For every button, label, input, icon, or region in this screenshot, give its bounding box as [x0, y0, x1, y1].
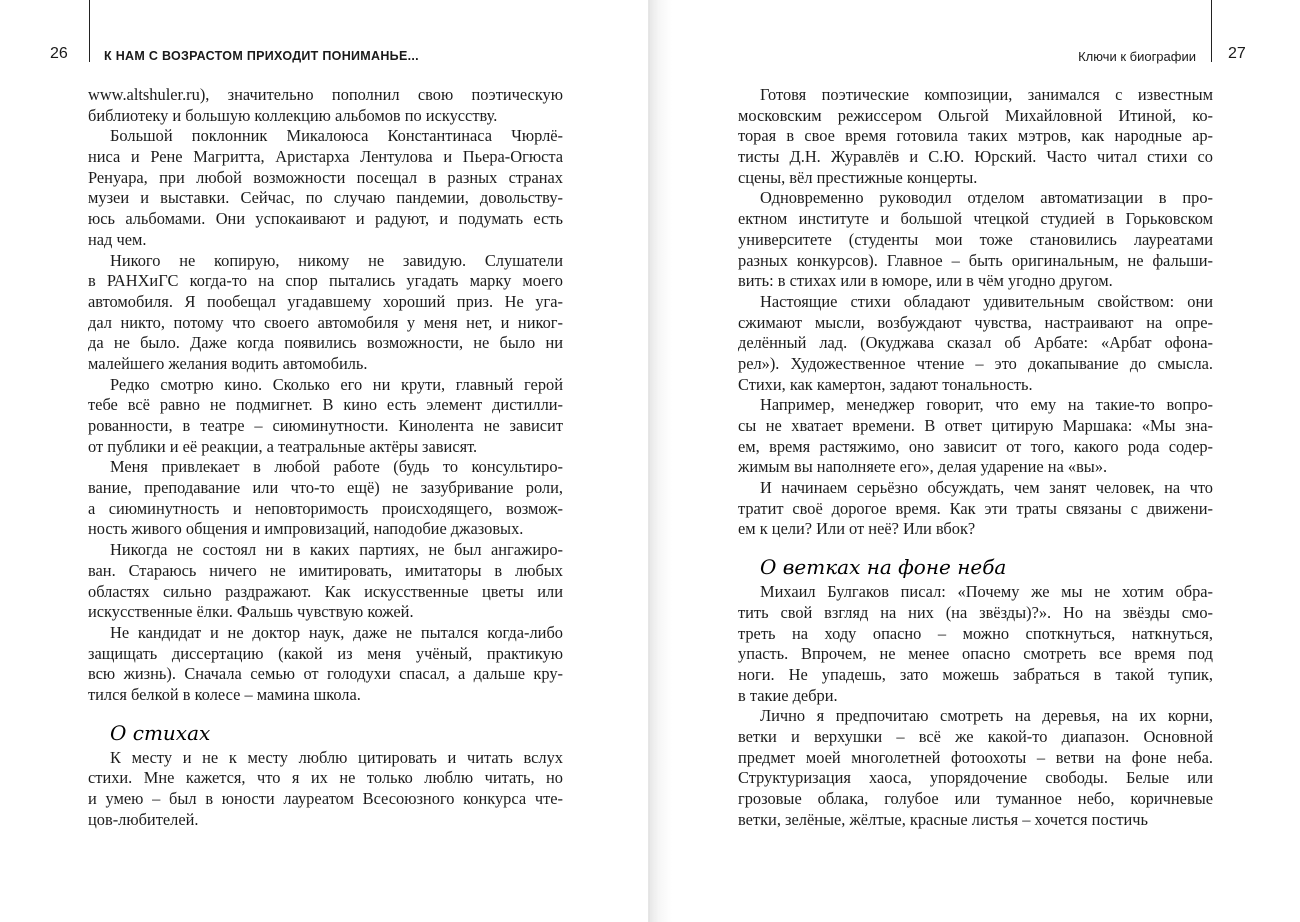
text-line: ектном институте и большой чтецкой студией в Горьковском — [738, 209, 1213, 229]
text-line: ветки и верхушки – всё же какой-то диапазон. Основной — [738, 726, 1213, 746]
text-line: Например, менеджер говорит, что ему на такие-то вопро- — [760, 395, 1213, 415]
text-line: тратит своё дорогое время. Как эти траты связаны с движени- — [738, 498, 1213, 518]
text-line: Ренуара, при любой возможности посещал в разных странах — [88, 167, 563, 187]
text-line: жимым вы наполняете его», делая ударение на «вы». — [738, 457, 1108, 477]
text-line: тился белкой в колесе – мамина школа. — [88, 684, 361, 704]
text-line: библиотеку и большую коллекцию альбомов по искусству. — [88, 105, 498, 125]
text-line: рел»). Художественное чтение – это докапывание до смысла. — [738, 353, 1213, 373]
text-line: тисты Д.Н. Журавлёв и С.Ю. Юрский. Часто читал стихи со — [738, 147, 1213, 167]
text-line: от публики и её реакции, а театральные актёры зависят. — [88, 436, 478, 456]
text-line: Никогда не состоял ни в каких партиях, не был ангажиро- — [110, 540, 563, 560]
body-text — [88, 748, 563, 831]
text-line: над чем. — [88, 229, 147, 249]
text-line: в такие дебри. — [738, 685, 838, 705]
text-line: малейшего желания водить автомобиль. — [88, 353, 368, 373]
text-line: областях сильно раздражают. Как искусственные цветы или — [88, 581, 563, 601]
text-line: Михаил Булгаков писал: «Почему же мы не хотим обра- — [760, 582, 1213, 602]
header-rule — [1211, 0, 1212, 62]
page-number: 26 — [50, 45, 68, 62]
text-line: вить: в стихах или в юморе, или в чём угодно другом. — [738, 271, 1113, 291]
text-line: Большой поклонник Микалоюса Константинаса Чюрлё- — [110, 126, 563, 146]
text-line: искусственные ёлки. Фальшь чувствую кожей. — [88, 602, 414, 622]
text-line: Структуризация хаоса, упорядочение свободы. Белые или — [738, 768, 1213, 788]
text-line: сцены, вёл престижные концерты. — [738, 167, 978, 187]
text-line: рованности, в театре – сиюминутности. Кинолента не зависит — [88, 416, 563, 435]
text-line: московским режиссером Ольгой Михайловной Итиной, ко- — [738, 105, 1213, 125]
text-line: стихи. Мне кажется, что я их не только люблю читать, но — [88, 768, 563, 788]
text-line: тебе всё равно не подмигнет. В кино есть элемент дистилли- — [88, 395, 563, 415]
text-line: цов-любителей. — [88, 809, 199, 829]
text-line: ветки, зелёные, жёлтые, красные листья – хочется постичь — [738, 809, 1148, 829]
text-line: в РАНХиГС когда-то на спор пытались угадать марку моего — [88, 271, 563, 291]
gutter-shadow — [648, 0, 672, 922]
text-line: тить свой взгляд на них (на звёзды)?». Но на звёзды смо- — [738, 602, 1213, 622]
running-head: Ключи к биографии — [1078, 49, 1196, 64]
text-line: И начинаем серьёзно обсуждать, чем занят человек, на что — [760, 478, 1213, 498]
text-line: защищать диссертацию (какой из меня учёный, практикую — [88, 643, 563, 663]
text-line: делённый лад. (Окуджава сказал об Арбате: «Арбат офона- — [738, 333, 1213, 353]
text-line: торая в свое время готовила таких мэтров, как народные ар- — [738, 126, 1213, 146]
text-line: вание, преподавание или что-то ещё) не зазубривание роли, — [88, 478, 563, 498]
text-column — [88, 85, 563, 830]
text-line: ноги. Не упадешь, зато можешь забраться в такой тупик, — [738, 664, 1213, 684]
body-text — [738, 582, 1213, 830]
text-column — [738, 85, 1213, 830]
text-line: ван. Стараюсь ничего не имитировать, имитаторы в любых — [88, 560, 563, 580]
running-head: К НАМ С ВОЗРАСТОМ ПРИХОДИТ ПОНИМАНЬЕ... — [104, 49, 419, 63]
text-line: а сиюминутность и неповторимость происходящего, возмож- — [88, 498, 563, 518]
header-rule — [89, 0, 90, 62]
text-line: предмет моей многолетней фотоохоты – ветви на фоне неба. — [738, 747, 1213, 767]
page-number: 27 — [1228, 45, 1246, 62]
text-line: Никого не копирую, никому не завидую. Слушатели — [110, 250, 563, 270]
text-line: ниса и Рене Магритта, Аристарха Лентулова и Пьера-Огюста — [88, 147, 563, 167]
text-line: сы не хватает времени. В ответ цитирую Маршака: «Мы зна- — [738, 416, 1213, 435]
text-line: Настоящие стихи обладают удивительным свойством: они — [760, 291, 1213, 311]
text-line: дал никто, потому что своего автомобиля у меня нет, и никог- — [88, 312, 563, 332]
text-line: да не было. Даже когда появились возможности, не было ни — [88, 333, 563, 353]
text-line: Одновременно руководил отделом автоматизации в про- — [760, 188, 1213, 208]
text-line: всю жизнь). Сначала семью от голодухи спасал, а дальше кру- — [88, 664, 563, 684]
text-line: разных конкурсов). Главное – быть оригинальным, не фальши- — [738, 250, 1213, 270]
body-text — [738, 85, 1213, 540]
text-line: К месту и не к месту люблю цитировать и читать вслух — [110, 747, 563, 767]
section-heading: О стихах — [110, 720, 211, 745]
text-line: Не кандидат и не доктор наук, даже не пытался когда-либо — [110, 622, 563, 642]
gutter-line — [649, 0, 650, 922]
text-line: Меня привлекает в любой работе (будь то консультиро- — [110, 457, 563, 477]
text-line: упасть. Впрочем, не менее опасно смотреть все время под — [738, 644, 1213, 664]
text-line: музеи и выставки. Сейчас, по случаю пандемии, довольству- — [88, 188, 563, 208]
body-text — [88, 85, 563, 706]
text-line: ем, время растяжимо, оно зависит от того, какого рода содер- — [738, 436, 1213, 456]
right-page — [650, 0, 1300, 922]
text-line: Готовя поэтические композиции, занимался с известным — [760, 85, 1213, 104]
text-line: Редко смотрю кино. Сколько его ни крути, главный герой — [110, 374, 563, 394]
text-line: Лично я предпочитаю смотреть на деревья, на их корни, — [760, 706, 1213, 726]
text-line: грозовые облака, голубое или туманное небо, коричневые — [738, 789, 1213, 808]
text-line: юсь альбомами. Они успокаивают и радуют, и подумать есть — [88, 209, 563, 229]
text-line: www.altshuler.ru), значительно пополнил свою поэтическую — [88, 85, 563, 104]
text-line: автомобиля. Я пообещал угадавшему хороший приз. Не уга- — [88, 291, 563, 311]
text-line: треть на ходу опасно – можно споткнуться, наткнуться, — [738, 623, 1213, 643]
text-line: ность живого общения и импровизаций, наподобие джазовых. — [88, 519, 524, 539]
text-line: ем к цели? Или от неё? Или вбок? — [738, 519, 976, 539]
text-line: университете (студенты мои тоже становились лауреатами — [738, 229, 1213, 249]
text-line: сжимают мысли, возбуждают чувства, настраивают на опре- — [738, 312, 1213, 332]
text-line: Стихи, как камертон, задают тональность. — [738, 374, 1033, 394]
section-heading: О ветках на фоне неба — [760, 555, 1007, 580]
text-line: и умею – был в юности лауреатом Всесоюзного конкурса чте- — [88, 789, 563, 808]
